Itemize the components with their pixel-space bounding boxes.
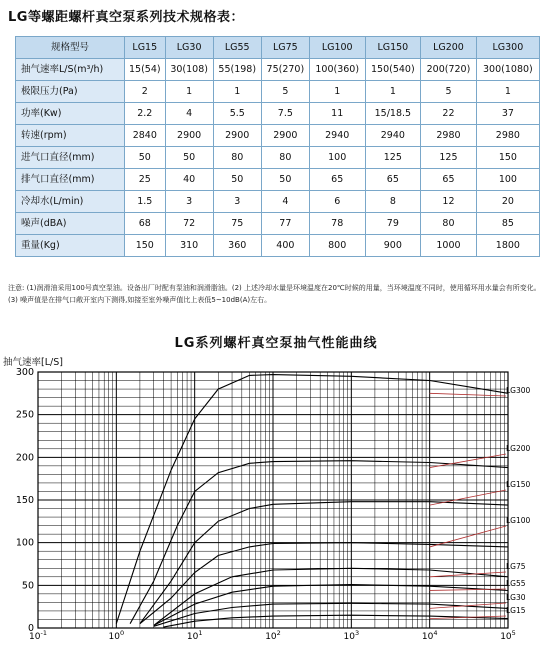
x-tick-label: $10^1$ (186, 629, 203, 642)
table-cell: 200(720) (421, 59, 477, 81)
table-cell: 100 (476, 169, 539, 191)
table-cell: 400 (261, 235, 309, 257)
table-cell: 79 (365, 213, 421, 235)
table-header-model: LG75 (261, 37, 309, 59)
series-label: LG200 (506, 444, 531, 453)
table-header-model: LG200 (421, 37, 477, 59)
table-cell: 80 (213, 147, 261, 169)
table-row-label: 进气口直径(mm) (16, 147, 125, 169)
table-cell: 1 (309, 81, 365, 103)
table-cell: 2900 (165, 125, 213, 147)
x-tick-label: $10^0$ (108, 629, 125, 642)
table-cell: 25 (125, 169, 166, 191)
table-cell: 150 (125, 235, 166, 257)
table-cell: 4 (261, 191, 309, 213)
table-cell: 20 (476, 191, 539, 213)
table-cell: 100(360) (309, 59, 365, 81)
table-cell: 8 (365, 191, 421, 213)
table-row-label: 抽气速率L/S(m³/h) (16, 59, 125, 81)
series-label: LG100 (506, 516, 531, 525)
table-row-label: 排气口直径(mm) (16, 169, 125, 191)
table-cell: 100 (309, 147, 365, 169)
table-cell: 68 (125, 213, 166, 235)
table-cell: 6 (309, 191, 365, 213)
chart-title: LG系列螺杆真空泵抽气性能曲线 (174, 336, 378, 351)
table-cell: 77 (261, 213, 309, 235)
x-tick-label: $10^5$ (500, 629, 516, 642)
y-tick-label: 200 (15, 452, 34, 464)
table-cell: 125 (365, 147, 421, 169)
y-tick-label: 50 (21, 580, 34, 592)
table-cell: 3 (213, 191, 261, 213)
y-tick-label: 250 (15, 409, 34, 421)
table-cell: 12 (421, 191, 477, 213)
series-label: LG150 (506, 480, 531, 489)
table-cell: 900 (365, 235, 421, 257)
table-cell: 65 (421, 169, 477, 191)
table-cell: 72 (165, 213, 213, 235)
table-cell: 75(270) (261, 59, 309, 81)
table-cell: 80 (421, 213, 477, 235)
table-cell: 80 (261, 147, 309, 169)
series-label-leader (430, 393, 506, 396)
table-cell: 310 (165, 235, 213, 257)
table-cell: 37 (476, 103, 539, 125)
table-cell: 15(54) (125, 59, 166, 81)
table-cell: 150(540) (365, 59, 421, 81)
table-cell: 800 (309, 235, 365, 257)
y-tick-label: 300 (15, 367, 34, 378)
table-header-model: LG100 (309, 37, 365, 59)
y-axis-label: 抽气速率[L/S] (3, 357, 63, 368)
table-cell: 1 (165, 81, 213, 103)
table-cell: 7.5 (261, 103, 309, 125)
table-cell: 50 (165, 147, 213, 169)
x-tick-label: $10^2$ (265, 629, 281, 642)
series-line (164, 615, 509, 627)
table-cell: 5 (421, 81, 477, 103)
table-cell: 5 (261, 81, 309, 103)
table-cell: 125 (421, 147, 477, 169)
x-tick-label: $10^3$ (343, 629, 360, 642)
series-label: LG300 (506, 386, 531, 395)
table-cell: 75 (213, 213, 261, 235)
y-tick-label: 100 (15, 537, 34, 549)
table-cell: 1800 (476, 235, 539, 257)
table-cell: 5.5 (213, 103, 261, 125)
y-tick-label: 150 (15, 495, 34, 506)
table-cell: 50 (261, 169, 309, 191)
table-cell: 1.5 (125, 191, 166, 213)
table-cell: 150 (476, 147, 539, 169)
table-cell: 2 (125, 81, 166, 103)
series-label: LG15 (506, 606, 526, 615)
x-tick-label: $10^4$ (421, 629, 438, 642)
table-row-label: 转速(rpm) (16, 125, 125, 147)
table-header-model: LG55 (213, 37, 261, 59)
table-cell: 50 (213, 169, 261, 191)
table-cell: 2840 (125, 125, 166, 147)
series-label-leader (430, 454, 506, 468)
table-header-model: LG150 (365, 37, 421, 59)
table-cell: 300(1080) (476, 59, 539, 81)
table-cell: 50 (125, 147, 166, 169)
table-cell: 2940 (365, 125, 421, 147)
table-cell: 2900 (261, 125, 309, 147)
table-cell: 1 (213, 81, 261, 103)
series-label-leader (430, 526, 506, 547)
table-cell: 2980 (421, 125, 477, 147)
table-header-model: LG15 (125, 37, 166, 59)
series-label: LG55 (506, 579, 526, 588)
table-cell: 4 (165, 103, 213, 125)
table-row-label: 功率(Kw) (16, 103, 125, 125)
table-cell: 1 (476, 81, 539, 103)
y-tick-label: 0 (27, 623, 34, 634)
table-row-label: 噪声(dBA) (16, 213, 125, 235)
table-cell: 360 (213, 235, 261, 257)
table-cell: 65 (309, 169, 365, 191)
table-row-label: 极限压力(Pa) (16, 81, 125, 103)
table-cell: 78 (309, 213, 365, 235)
x-tick-label: $10^{-1}$ (29, 629, 47, 642)
table-cell: 1000 (421, 235, 477, 257)
table-cell: 11 (309, 103, 365, 125)
table-row-label: 冷却水(L/min) (16, 191, 125, 213)
table-cell: 65 (365, 169, 421, 191)
spec-note: 注意: (1)润滑油采用100号真空泵油。设备出厂时配有泵油和润滑脂油。(2) 上述冷却水量是环境温度在20℃时候的用量，当环境温度不同时，使用循环用水量会有所变化。(3) 噪声值是在排气口敞开室内下测得,如接至室外噪声值比上表低5~10dB(A)左右。 (8, 284, 541, 304)
table-cell: 85 (476, 213, 539, 235)
table-cell: 3 (165, 191, 213, 213)
series-label: LG75 (506, 562, 526, 571)
table-cell: 2.2 (125, 103, 166, 125)
table-header-model: LG300 (476, 37, 539, 59)
table-cell: 2900 (213, 125, 261, 147)
table-cell: 40 (165, 169, 213, 191)
table-cell: 2980 (476, 125, 539, 147)
table-cell: 55(198) (213, 59, 261, 81)
table-row-label: 重量(Kg) (16, 235, 125, 257)
table-cell: 22 (421, 103, 477, 125)
table-header-label: 规格型号 (16, 37, 125, 59)
table-cell: 30(108) (165, 59, 213, 81)
spec-table-title: LG等螺距螺杆真空泵系列技术规格表： (8, 10, 244, 25)
series-line (116, 375, 508, 624)
table-cell: 15/18.5 (365, 103, 421, 125)
table-cell: 1 (365, 81, 421, 103)
series-label: LG30 (506, 593, 526, 602)
table-header-model: LG30 (165, 37, 213, 59)
table-cell: 2940 (309, 125, 365, 147)
